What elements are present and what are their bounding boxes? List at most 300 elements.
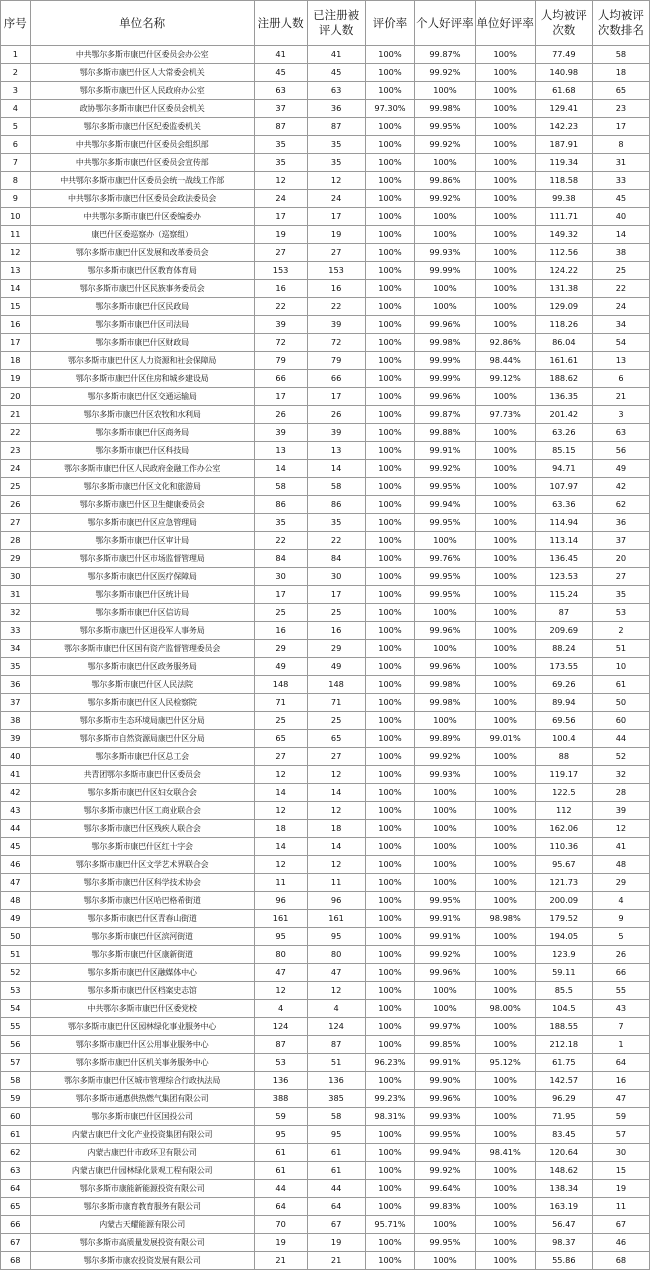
- cell-unit-name: 鄂尔多斯市康巴什区医疗保障局: [30, 568, 254, 586]
- cell-avg-rank: 64: [592, 1054, 649, 1072]
- cell-personal-rate: 100%: [415, 784, 475, 802]
- cell-registered-evaluated: 4: [307, 1000, 365, 1018]
- cell-unit-name: 鄂尔多斯市康巴什区融媒体中心: [30, 964, 254, 982]
- cell-unit-name: 鄂尔多斯市康巴什区科技局: [30, 442, 254, 460]
- cell-evaluation-rate: 100%: [365, 460, 415, 478]
- cell-unit-rate: 100%: [475, 604, 535, 622]
- cell-index: 7: [1, 154, 31, 172]
- cell-unit-name: 鄂尔多斯市康巴什区政务服务局: [30, 658, 254, 676]
- cell-index: 41: [1, 766, 31, 784]
- cell-evaluation-rate: 100%: [365, 892, 415, 910]
- cell-unit-rate: 100%: [475, 1234, 535, 1252]
- cell-evaluation-rate: 100%: [365, 190, 415, 208]
- cell-personal-rate: 99.92%: [415, 460, 475, 478]
- cell-registered: 388: [254, 1090, 307, 1108]
- cell-evaluation-rate: 100%: [365, 676, 415, 694]
- cell-avg-rank: 28: [592, 784, 649, 802]
- table-row: [1, 1054, 650, 1072]
- cell-registered: 25: [254, 604, 307, 622]
- cell-avg-count: 148.62: [535, 1162, 592, 1180]
- cell-unit-name: 鄂尔多斯市康巴什区文学艺术界联合会: [30, 856, 254, 874]
- cell-registered-evaluated: 58: [307, 478, 365, 496]
- cell-personal-rate: 99.98%: [415, 100, 475, 118]
- cell-personal-rate: 99.96%: [415, 964, 475, 982]
- cell-avg-rank: 5: [592, 928, 649, 946]
- cell-personal-rate: 100%: [415, 208, 475, 226]
- cell-evaluation-rate: 99.23%: [365, 1090, 415, 1108]
- cell-unit-rate: 100%: [475, 622, 535, 640]
- cell-evaluation-rate: 100%: [365, 982, 415, 1000]
- cell-unit-name: 鄂尔多斯市康巴什区机关事务服务中心: [30, 1054, 254, 1072]
- table-row: [1, 352, 650, 370]
- cell-registered-evaluated: 45: [307, 64, 365, 82]
- cell-registered: 12: [254, 856, 307, 874]
- cell-avg-rank: 50: [592, 694, 649, 712]
- table-row: [1, 460, 650, 478]
- cell-unit-rate: 100%: [475, 118, 535, 136]
- cell-unit-rate: 100%: [475, 982, 535, 1000]
- cell-index: 33: [1, 622, 31, 640]
- cell-avg-rank: 22: [592, 280, 649, 298]
- cell-evaluation-rate: 100%: [365, 586, 415, 604]
- cell-unit-rate: 100%: [475, 136, 535, 154]
- cell-index: 19: [1, 370, 31, 388]
- cell-avg-count: 212.18: [535, 1036, 592, 1054]
- table-row: [1, 172, 650, 190]
- cell-personal-rate: 99.88%: [415, 424, 475, 442]
- cell-unit-rate: 100%: [475, 856, 535, 874]
- cell-avg-rank: 42: [592, 478, 649, 496]
- cell-index: 56: [1, 1036, 31, 1054]
- cell-avg-rank: 27: [592, 568, 649, 586]
- cell-evaluation-rate: 100%: [365, 802, 415, 820]
- cell-personal-rate: 99.94%: [415, 1144, 475, 1162]
- table-row: [1, 1180, 650, 1198]
- cell-unit-rate: 95.12%: [475, 1054, 535, 1072]
- table-row: [1, 46, 650, 64]
- cell-avg-count: 55.86: [535, 1252, 592, 1270]
- cell-avg-rank: 62: [592, 496, 649, 514]
- cell-avg-rank: 32: [592, 766, 649, 784]
- cell-index: 42: [1, 784, 31, 802]
- cell-avg-rank: 31: [592, 154, 649, 172]
- cell-unit-name: 中共鄂尔多斯市康巴什区委员会组织部: [30, 136, 254, 154]
- cell-evaluation-rate: 100%: [365, 406, 415, 424]
- cell-registered: 35: [254, 514, 307, 532]
- cell-avg-count: 69.26: [535, 676, 592, 694]
- cell-avg-count: 85.15: [535, 442, 592, 460]
- cell-registered: 72: [254, 334, 307, 352]
- cell-avg-rank: 36: [592, 514, 649, 532]
- cell-registered: 37: [254, 100, 307, 118]
- table-row: [1, 1108, 650, 1126]
- header-index: 序号: [1, 1, 31, 46]
- cell-unit-name: 鄂尔多斯市康巴什区总工会: [30, 748, 254, 766]
- cell-registered: 71: [254, 694, 307, 712]
- cell-registered: 13: [254, 442, 307, 460]
- cell-avg-count: 110.36: [535, 838, 592, 856]
- cell-avg-count: 100.4: [535, 730, 592, 748]
- cell-avg-count: 99.38: [535, 190, 592, 208]
- cell-avg-count: 59.11: [535, 964, 592, 982]
- cell-personal-rate: 99.96%: [415, 316, 475, 334]
- cell-avg-count: 129.09: [535, 298, 592, 316]
- cell-unit-name: 鄂尔多斯市康巴什区档案史志馆: [30, 982, 254, 1000]
- cell-avg-count: 83.45: [535, 1126, 592, 1144]
- cell-avg-rank: 68: [592, 1252, 649, 1270]
- cell-avg-rank: 63: [592, 424, 649, 442]
- cell-avg-count: 61.75: [535, 1054, 592, 1072]
- cell-unit-name: 鄂尔多斯市康能新能源投资有限公司: [30, 1180, 254, 1198]
- cell-registered-evaluated: 41: [307, 46, 365, 64]
- cell-index: 58: [1, 1072, 31, 1090]
- cell-registered-evaluated: 44: [307, 1180, 365, 1198]
- cell-unit-name: 政协鄂尔多斯市康巴什区委员会机关: [30, 100, 254, 118]
- cell-unit-rate: 100%: [475, 802, 535, 820]
- cell-personal-rate: 99.96%: [415, 622, 475, 640]
- table-row: [1, 424, 650, 442]
- table-row: [1, 784, 650, 802]
- table-row: [1, 1216, 650, 1234]
- cell-personal-rate: 99.85%: [415, 1036, 475, 1054]
- table-row: [1, 1036, 650, 1054]
- cell-unit-rate: 100%: [475, 712, 535, 730]
- cell-unit-rate: 100%: [475, 424, 535, 442]
- cell-avg-count: 136.45: [535, 550, 592, 568]
- cell-avg-rank: 37: [592, 532, 649, 550]
- cell-unit-rate: 97.73%: [475, 406, 535, 424]
- cell-avg-count: 201.42: [535, 406, 592, 424]
- header-evaluation-rate: 评价率: [365, 1, 415, 46]
- cell-registered: 26: [254, 406, 307, 424]
- cell-personal-rate: 99.92%: [415, 190, 475, 208]
- cell-evaluation-rate: 100%: [365, 694, 415, 712]
- cell-registered: 44: [254, 1180, 307, 1198]
- cell-personal-rate: 99.94%: [415, 496, 475, 514]
- cell-evaluation-rate: 100%: [365, 856, 415, 874]
- cell-avg-rank: 8: [592, 136, 649, 154]
- cell-evaluation-rate: 100%: [365, 1126, 415, 1144]
- cell-unit-rate: 100%: [475, 1018, 535, 1036]
- cell-registered: 136: [254, 1072, 307, 1090]
- cell-evaluation-rate: 100%: [365, 712, 415, 730]
- cell-avg-rank: 67: [592, 1216, 649, 1234]
- cell-avg-count: 69.56: [535, 712, 592, 730]
- cell-index: 24: [1, 460, 31, 478]
- cell-personal-rate: 99.91%: [415, 910, 475, 928]
- cell-registered-evaluated: 35: [307, 136, 365, 154]
- table-row: [1, 1000, 650, 1018]
- cell-unit-name: 内蒙古康巴什文化产业投资集团有限公司: [30, 1126, 254, 1144]
- cell-avg-count: 200.09: [535, 892, 592, 910]
- cell-unit-name: 鄂尔多斯市康育教育服务有限公司: [30, 1198, 254, 1216]
- cell-evaluation-rate: 100%: [365, 730, 415, 748]
- cell-registered: 11: [254, 874, 307, 892]
- cell-registered: 17: [254, 586, 307, 604]
- cell-registered-evaluated: 35: [307, 154, 365, 172]
- cell-unit-rate: 100%: [475, 532, 535, 550]
- cell-unit-name: 鄂尔多斯市自然资源局康巴什区分局: [30, 730, 254, 748]
- cell-avg-count: 138.34: [535, 1180, 592, 1198]
- cell-personal-rate: 99.96%: [415, 658, 475, 676]
- cell-registered-evaluated: 136: [307, 1072, 365, 1090]
- cell-evaluation-rate: 100%: [365, 370, 415, 388]
- cell-evaluation-rate: 100%: [365, 514, 415, 532]
- cell-unit-rate: 100%: [475, 820, 535, 838]
- cell-index: 55: [1, 1018, 31, 1036]
- cell-avg-count: 124.22: [535, 262, 592, 280]
- cell-registered-evaluated: 148: [307, 676, 365, 694]
- cell-registered-evaluated: 22: [307, 298, 365, 316]
- cell-unit-name: 鄂尔多斯市康巴什区人大常委会机关: [30, 64, 254, 82]
- table-row: [1, 802, 650, 820]
- cell-avg-rank: 13: [592, 352, 649, 370]
- cell-registered-evaluated: 19: [307, 1234, 365, 1252]
- cell-index: 49: [1, 910, 31, 928]
- cell-registered: 12: [254, 802, 307, 820]
- header-unit-name: 单位名称: [30, 1, 254, 46]
- cell-avg-rank: 2: [592, 622, 649, 640]
- cell-evaluation-rate: 100%: [365, 658, 415, 676]
- cell-avg-rank: 60: [592, 712, 649, 730]
- cell-index: 30: [1, 568, 31, 586]
- cell-avg-rank: 38: [592, 244, 649, 262]
- cell-avg-rank: 54: [592, 334, 649, 352]
- cell-evaluation-rate: 100%: [365, 874, 415, 892]
- cell-personal-rate: 99.64%: [415, 1180, 475, 1198]
- cell-personal-rate: 100%: [415, 532, 475, 550]
- cell-unit-name: 鄂尔多斯市康巴什区审计局: [30, 532, 254, 550]
- table-row: [1, 874, 650, 892]
- cell-index: 21: [1, 406, 31, 424]
- cell-unit-name: 鄂尔多斯市康巴什区交通运输局: [30, 388, 254, 406]
- cell-index: 28: [1, 532, 31, 550]
- cell-avg-count: 71.95: [535, 1108, 592, 1126]
- cell-registered: 21: [254, 1252, 307, 1270]
- cell-avg-rank: 12: [592, 820, 649, 838]
- cell-index: 59: [1, 1090, 31, 1108]
- cell-avg-count: 118.26: [535, 316, 592, 334]
- cell-avg-rank: 33: [592, 172, 649, 190]
- cell-registered-evaluated: 19: [307, 226, 365, 244]
- cell-registered: 79: [254, 352, 307, 370]
- cell-registered: 12: [254, 766, 307, 784]
- cell-registered: 27: [254, 244, 307, 262]
- table-row: [1, 100, 650, 118]
- cell-registered-evaluated: 80: [307, 946, 365, 964]
- cell-unit-rate: 99.12%: [475, 370, 535, 388]
- cell-registered: 17: [254, 388, 307, 406]
- cell-registered-evaluated: 67: [307, 1216, 365, 1234]
- table-row: [1, 820, 650, 838]
- cell-unit-rate: 100%: [475, 280, 535, 298]
- cell-unit-name: 鄂尔多斯市康巴什区国投公司: [30, 1108, 254, 1126]
- cell-evaluation-rate: 98.31%: [365, 1108, 415, 1126]
- cell-registered: 14: [254, 838, 307, 856]
- cell-unit-name: 鄂尔多斯市康巴什区残疾人联合会: [30, 820, 254, 838]
- table-row: [1, 910, 650, 928]
- cell-avg-count: 162.06: [535, 820, 592, 838]
- table-row: [1, 712, 650, 730]
- cell-avg-count: 89.94: [535, 694, 592, 712]
- cell-registered-evaluated: 22: [307, 532, 365, 550]
- cell-index: 57: [1, 1054, 31, 1072]
- cell-personal-rate: 100%: [415, 1000, 475, 1018]
- cell-unit-name: 鄂尔多斯市康巴什区康新街道: [30, 946, 254, 964]
- cell-unit-name: 鄂尔多斯市康巴什区市场监督管理局: [30, 550, 254, 568]
- cell-registered: 35: [254, 154, 307, 172]
- cell-registered: 12: [254, 982, 307, 1000]
- cell-unit-name: 鄂尔多斯市康巴什区教育体育局: [30, 262, 254, 280]
- cell-registered: 80: [254, 946, 307, 964]
- cell-registered-evaluated: 13: [307, 442, 365, 460]
- cell-registered-evaluated: 49: [307, 658, 365, 676]
- cell-registered: 17: [254, 208, 307, 226]
- table-header: [1, 1, 650, 46]
- cell-registered-evaluated: 124: [307, 1018, 365, 1036]
- cell-evaluation-rate: 100%: [365, 478, 415, 496]
- cell-registered-evaluated: 14: [307, 838, 365, 856]
- cell-index: 15: [1, 298, 31, 316]
- cell-index: 29: [1, 550, 31, 568]
- cell-unit-rate: 100%: [475, 460, 535, 478]
- table-row: [1, 964, 650, 982]
- cell-avg-rank: 44: [592, 730, 649, 748]
- cell-avg-count: 188.55: [535, 1018, 592, 1036]
- cell-avg-rank: 18: [592, 64, 649, 82]
- cell-index: 13: [1, 262, 31, 280]
- cell-index: 65: [1, 1198, 31, 1216]
- cell-avg-count: 86.04: [535, 334, 592, 352]
- cell-unit-rate: 100%: [475, 1252, 535, 1270]
- cell-personal-rate: 100%: [415, 712, 475, 730]
- cell-personal-rate: 99.87%: [415, 46, 475, 64]
- table-row: [1, 676, 650, 694]
- cell-avg-rank: 20: [592, 550, 649, 568]
- cell-personal-rate: 100%: [415, 856, 475, 874]
- cell-evaluation-rate: 97.30%: [365, 100, 415, 118]
- cell-avg-count: 187.91: [535, 136, 592, 154]
- table-row: [1, 946, 650, 964]
- cell-registered: 47: [254, 964, 307, 982]
- cell-personal-rate: 100%: [415, 874, 475, 892]
- cell-registered-evaluated: 29: [307, 640, 365, 658]
- cell-unit-rate: 100%: [475, 208, 535, 226]
- cell-evaluation-rate: 100%: [365, 1180, 415, 1198]
- cell-avg-rank: 23: [592, 100, 649, 118]
- table-row: [1, 730, 650, 748]
- cell-personal-rate: 99.76%: [415, 550, 475, 568]
- cell-registered: 24: [254, 190, 307, 208]
- cell-unit-rate: 100%: [475, 1198, 535, 1216]
- cell-personal-rate: 100%: [415, 802, 475, 820]
- cell-unit-rate: 100%: [475, 442, 535, 460]
- cell-registered-evaluated: 66: [307, 370, 365, 388]
- cell-avg-rank: 21: [592, 388, 649, 406]
- cell-unit-name: 鄂尔多斯市康巴什区商务局: [30, 424, 254, 442]
- cell-unit-rate: 100%: [475, 100, 535, 118]
- cell-unit-name: 鄂尔多斯市康巴什区国有资产监督管理委员会: [30, 640, 254, 658]
- cell-unit-name: 鄂尔多斯市康巴什区滨河街道: [30, 928, 254, 946]
- cell-registered: 87: [254, 118, 307, 136]
- table-row: [1, 496, 650, 514]
- cell-unit-rate: 100%: [475, 316, 535, 334]
- cell-registered: 96: [254, 892, 307, 910]
- cell-unit-name: 中共鄂尔多斯市康巴什区委党校: [30, 1000, 254, 1018]
- cell-avg-rank: 52: [592, 748, 649, 766]
- cell-evaluation-rate: 100%: [365, 550, 415, 568]
- cell-evaluation-rate: 100%: [365, 334, 415, 352]
- cell-avg-count: 77.49: [535, 46, 592, 64]
- cell-avg-count: 161.61: [535, 352, 592, 370]
- cell-unit-rate: 100%: [475, 1126, 535, 1144]
- cell-evaluation-rate: 100%: [365, 172, 415, 190]
- cell-personal-rate: 99.98%: [415, 676, 475, 694]
- cell-registered-evaluated: 65: [307, 730, 365, 748]
- table-row: [1, 226, 650, 244]
- cell-index: 36: [1, 676, 31, 694]
- cell-unit-name: 鄂尔多斯市康巴什区纪委监委机关: [30, 118, 254, 136]
- cell-avg-count: 107.97: [535, 478, 592, 496]
- cell-evaluation-rate: 100%: [365, 568, 415, 586]
- cell-unit-name: 鄂尔多斯市康巴什区农牧和水利局: [30, 406, 254, 424]
- cell-personal-rate: 99.87%: [415, 406, 475, 424]
- cell-unit-name: 鄂尔多斯市康巴什区红十字会: [30, 838, 254, 856]
- cell-evaluation-rate: 95.71%: [365, 1216, 415, 1234]
- table-row: [1, 1126, 650, 1144]
- cell-unit-name: 内蒙古康巴什市政环卫有限公司: [30, 1144, 254, 1162]
- cell-evaluation-rate: 100%: [365, 748, 415, 766]
- cell-registered: 45: [254, 64, 307, 82]
- table-row: [1, 1234, 650, 1252]
- cell-registered-evaluated: 86: [307, 496, 365, 514]
- cell-registered: 58: [254, 478, 307, 496]
- cell-evaluation-rate: 100%: [365, 208, 415, 226]
- cell-evaluation-rate: 100%: [365, 964, 415, 982]
- cell-unit-rate: 100%: [475, 586, 535, 604]
- cell-avg-rank: 66: [592, 964, 649, 982]
- cell-unit-name: 鄂尔多斯市康巴什区城市管理综合行政执法局: [30, 1072, 254, 1090]
- cell-avg-rank: 65: [592, 82, 649, 100]
- cell-index: 5: [1, 118, 31, 136]
- cell-avg-count: 114.94: [535, 514, 592, 532]
- cell-registered: 63: [254, 82, 307, 100]
- cell-avg-rank: 45: [592, 190, 649, 208]
- cell-avg-rank: 1: [592, 1036, 649, 1054]
- cell-avg-rank: 35: [592, 586, 649, 604]
- cell-registered-evaluated: 14: [307, 784, 365, 802]
- table-row: [1, 1198, 650, 1216]
- cell-index: 53: [1, 982, 31, 1000]
- cell-avg-count: 142.23: [535, 118, 592, 136]
- table-row: [1, 892, 650, 910]
- cell-registered: 41: [254, 46, 307, 64]
- cell-index: 46: [1, 856, 31, 874]
- cell-index: 23: [1, 442, 31, 460]
- cell-avg-count: 88.24: [535, 640, 592, 658]
- table-row: [1, 244, 650, 262]
- cell-personal-rate: 100%: [415, 154, 475, 172]
- cell-unit-name: 鄂尔多斯市康巴什区园林绿化事业服务中心: [30, 1018, 254, 1036]
- cell-index: 35: [1, 658, 31, 676]
- table-row: [1, 586, 650, 604]
- table-row: [1, 190, 650, 208]
- cell-index: 8: [1, 172, 31, 190]
- cell-unit-rate: 100%: [475, 838, 535, 856]
- cell-personal-rate: 100%: [415, 226, 475, 244]
- cell-avg-count: 163.19: [535, 1198, 592, 1216]
- cell-avg-rank: 47: [592, 1090, 649, 1108]
